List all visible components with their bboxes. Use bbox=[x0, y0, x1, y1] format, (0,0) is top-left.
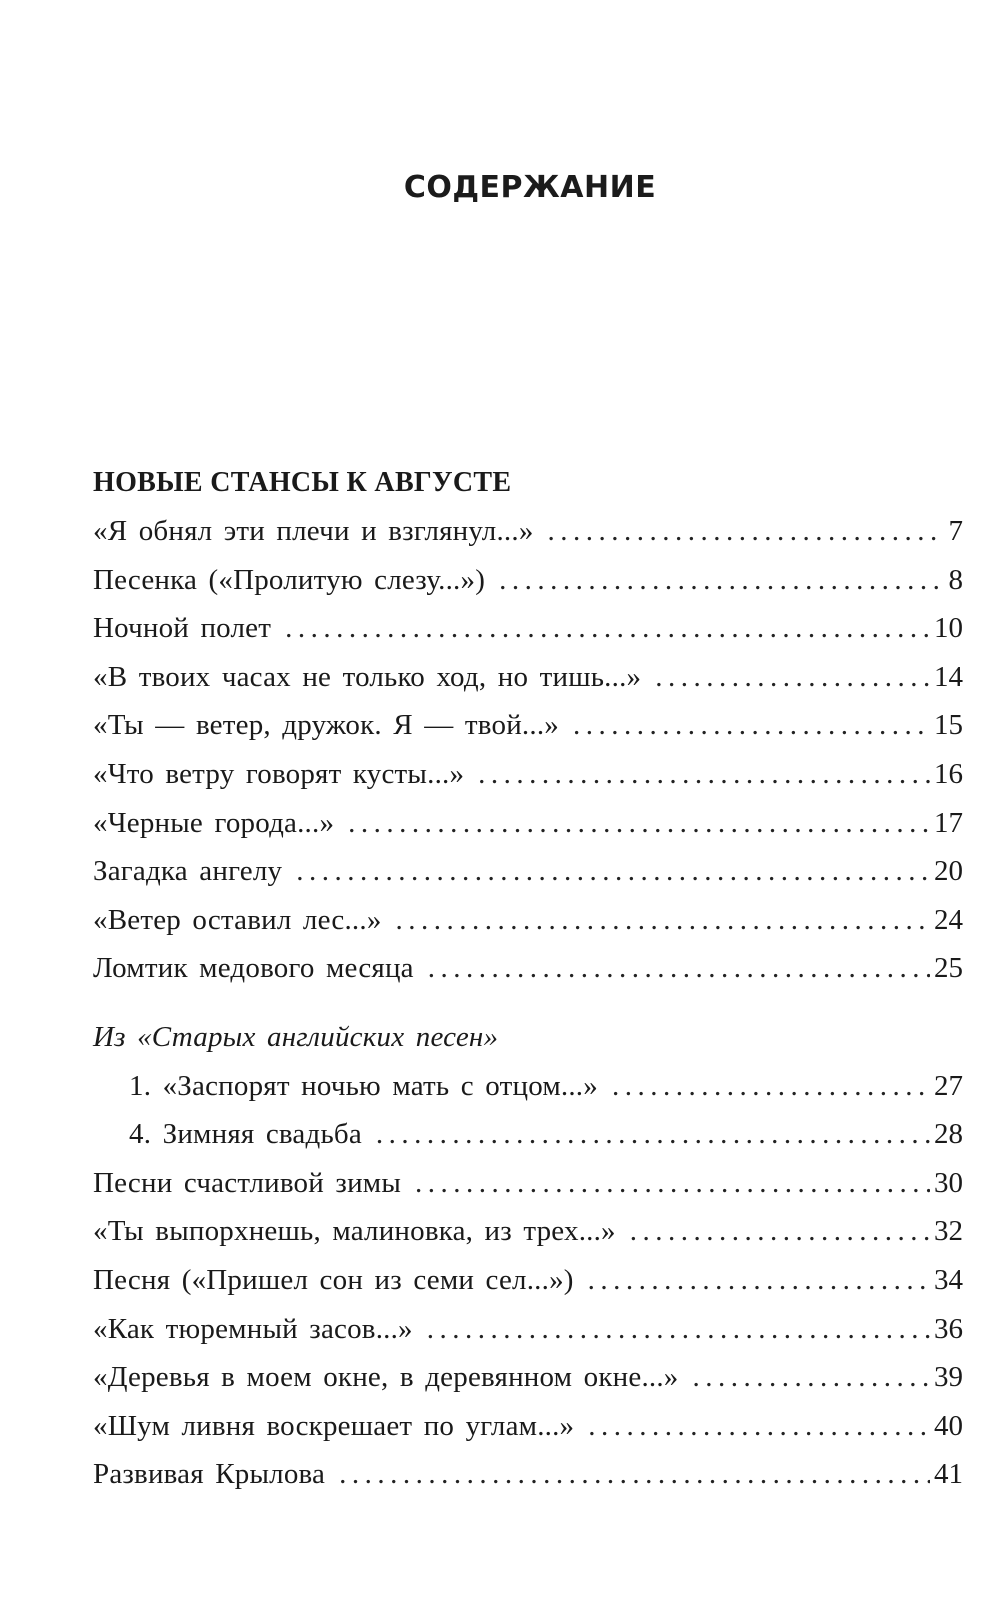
dot-leader bbox=[296, 847, 930, 896]
toc-group-heading bbox=[93, 1013, 963, 1062]
toc-entry bbox=[93, 1159, 963, 1208]
toc-entry-page: 24 bbox=[934, 903, 963, 936]
dot-leader bbox=[285, 604, 930, 653]
toc-entry-title: 1. «Заспорят ночью мать с отцом...» bbox=[129, 1069, 598, 1102]
toc-entry bbox=[93, 750, 963, 799]
toc-entry-page: 41 bbox=[934, 1458, 963, 1491]
dot-leader bbox=[428, 944, 930, 993]
toc-group-title: Из «Старых английских песен» bbox=[93, 1020, 499, 1053]
toc-entry-title: «Как тюремный засов...» bbox=[93, 1312, 413, 1345]
toc-entry-title: Песенка («Пролитую слезу...») bbox=[93, 563, 486, 596]
toc-entry-title: Ломтик медового месяца bbox=[93, 952, 414, 985]
toc-entry bbox=[93, 847, 963, 896]
toc-entry-page: 34 bbox=[934, 1263, 963, 1296]
toc-entry bbox=[93, 1110, 963, 1159]
toc-entry-title: Песня («Пришел сон из семи сел...») bbox=[93, 1263, 574, 1296]
dot-leader bbox=[415, 1159, 930, 1208]
toc-entry bbox=[93, 653, 963, 702]
toc-entry-title: «Ты — ветер, дружок. Я — твой...» bbox=[93, 709, 559, 742]
toc-entry bbox=[93, 896, 963, 945]
toc-entry-title: «Черные города...» bbox=[93, 806, 335, 839]
toc-entry bbox=[93, 1353, 963, 1402]
toc-entry-title: «Я обнял эти плечи и взглянул...» bbox=[93, 515, 534, 547]
toc-entry-page: 14 bbox=[934, 660, 963, 693]
toc-entry-page: 40 bbox=[934, 1409, 963, 1442]
toc-entry-page: 32 bbox=[934, 1215, 963, 1248]
toc-entry-title: «Ты выпорхнешь, малиновка, из трех...» bbox=[93, 1215, 616, 1248]
toc-entry-title: Ночной полет bbox=[93, 612, 272, 645]
toc-entry-title: «Ветер оставил лес...» bbox=[93, 903, 382, 936]
page-title: СОДЕРЖАНИЕ bbox=[403, 170, 657, 205]
toc-entry bbox=[93, 1256, 963, 1305]
toc-entry bbox=[93, 1207, 963, 1256]
toc-entry-page: 36 bbox=[934, 1312, 963, 1345]
toc-entry-page: 30 bbox=[934, 1166, 963, 1199]
dot-leader bbox=[630, 1207, 930, 1256]
dot-leader bbox=[427, 1305, 930, 1354]
toc-entry-title: «В твоих часах не только ход, но тишь...» bbox=[93, 660, 642, 693]
toc-entry-page: 7 bbox=[948, 515, 963, 547]
toc-entry bbox=[93, 944, 963, 993]
toc-entry-page: 39 bbox=[934, 1361, 963, 1394]
dot-leader bbox=[478, 750, 930, 799]
dot-leader bbox=[588, 1256, 930, 1305]
toc-entry bbox=[93, 1450, 963, 1499]
toc-entry bbox=[93, 604, 963, 653]
dot-leader bbox=[693, 1353, 931, 1402]
toc-entry bbox=[93, 1062, 963, 1111]
dot-leader bbox=[339, 1450, 930, 1499]
table-of-contents bbox=[93, 458, 963, 1499]
toc-entry-page: 25 bbox=[934, 952, 963, 985]
dot-leader bbox=[548, 507, 939, 556]
toc-entry bbox=[93, 701, 963, 750]
toc-entry-page: 8 bbox=[948, 563, 963, 596]
dot-leader bbox=[499, 556, 939, 605]
toc-entry-title: Песни счастливой зимы bbox=[93, 1166, 402, 1199]
dot-leader bbox=[588, 1402, 930, 1451]
toc-entry-title: «Шум ливня воскрешает по углам...» bbox=[93, 1409, 575, 1442]
dot-leader bbox=[655, 653, 930, 702]
toc-entry-page: 17 bbox=[934, 806, 963, 839]
dot-leader bbox=[396, 896, 930, 945]
toc-entry bbox=[93, 556, 963, 605]
section-heading: НОВЫЕ СТАНСЫ К АВГУСТЕ bbox=[93, 467, 512, 498]
toc-entry bbox=[93, 507, 963, 556]
toc-entry-title: «Что ветру говорят кусты...» bbox=[93, 757, 465, 790]
toc-entry bbox=[93, 799, 963, 848]
toc-entry bbox=[93, 1305, 963, 1354]
toc-entry-title: Загадка ангелу bbox=[93, 855, 283, 888]
toc-entry-page: 28 bbox=[934, 1118, 963, 1151]
toc-entry bbox=[93, 1402, 963, 1451]
toc-entry-page: 16 bbox=[934, 757, 963, 790]
dot-leader bbox=[612, 1062, 930, 1111]
toc-entry-page: 15 bbox=[934, 709, 963, 742]
toc-entry-title: Развивая Крылова bbox=[93, 1458, 326, 1491]
dot-leader bbox=[376, 1110, 930, 1159]
toc-entry-page: 10 bbox=[934, 612, 963, 645]
toc-entry-title: 4. Зимняя свадьба bbox=[129, 1118, 362, 1151]
toc-entry-page: 20 bbox=[934, 855, 963, 888]
toc-entry-page: 27 bbox=[934, 1069, 963, 1102]
toc-entry-title: «Деревья в моем окне, в деревянном окне...» bbox=[93, 1361, 679, 1394]
dot-leader bbox=[573, 701, 930, 750]
dot-leader bbox=[348, 799, 930, 848]
